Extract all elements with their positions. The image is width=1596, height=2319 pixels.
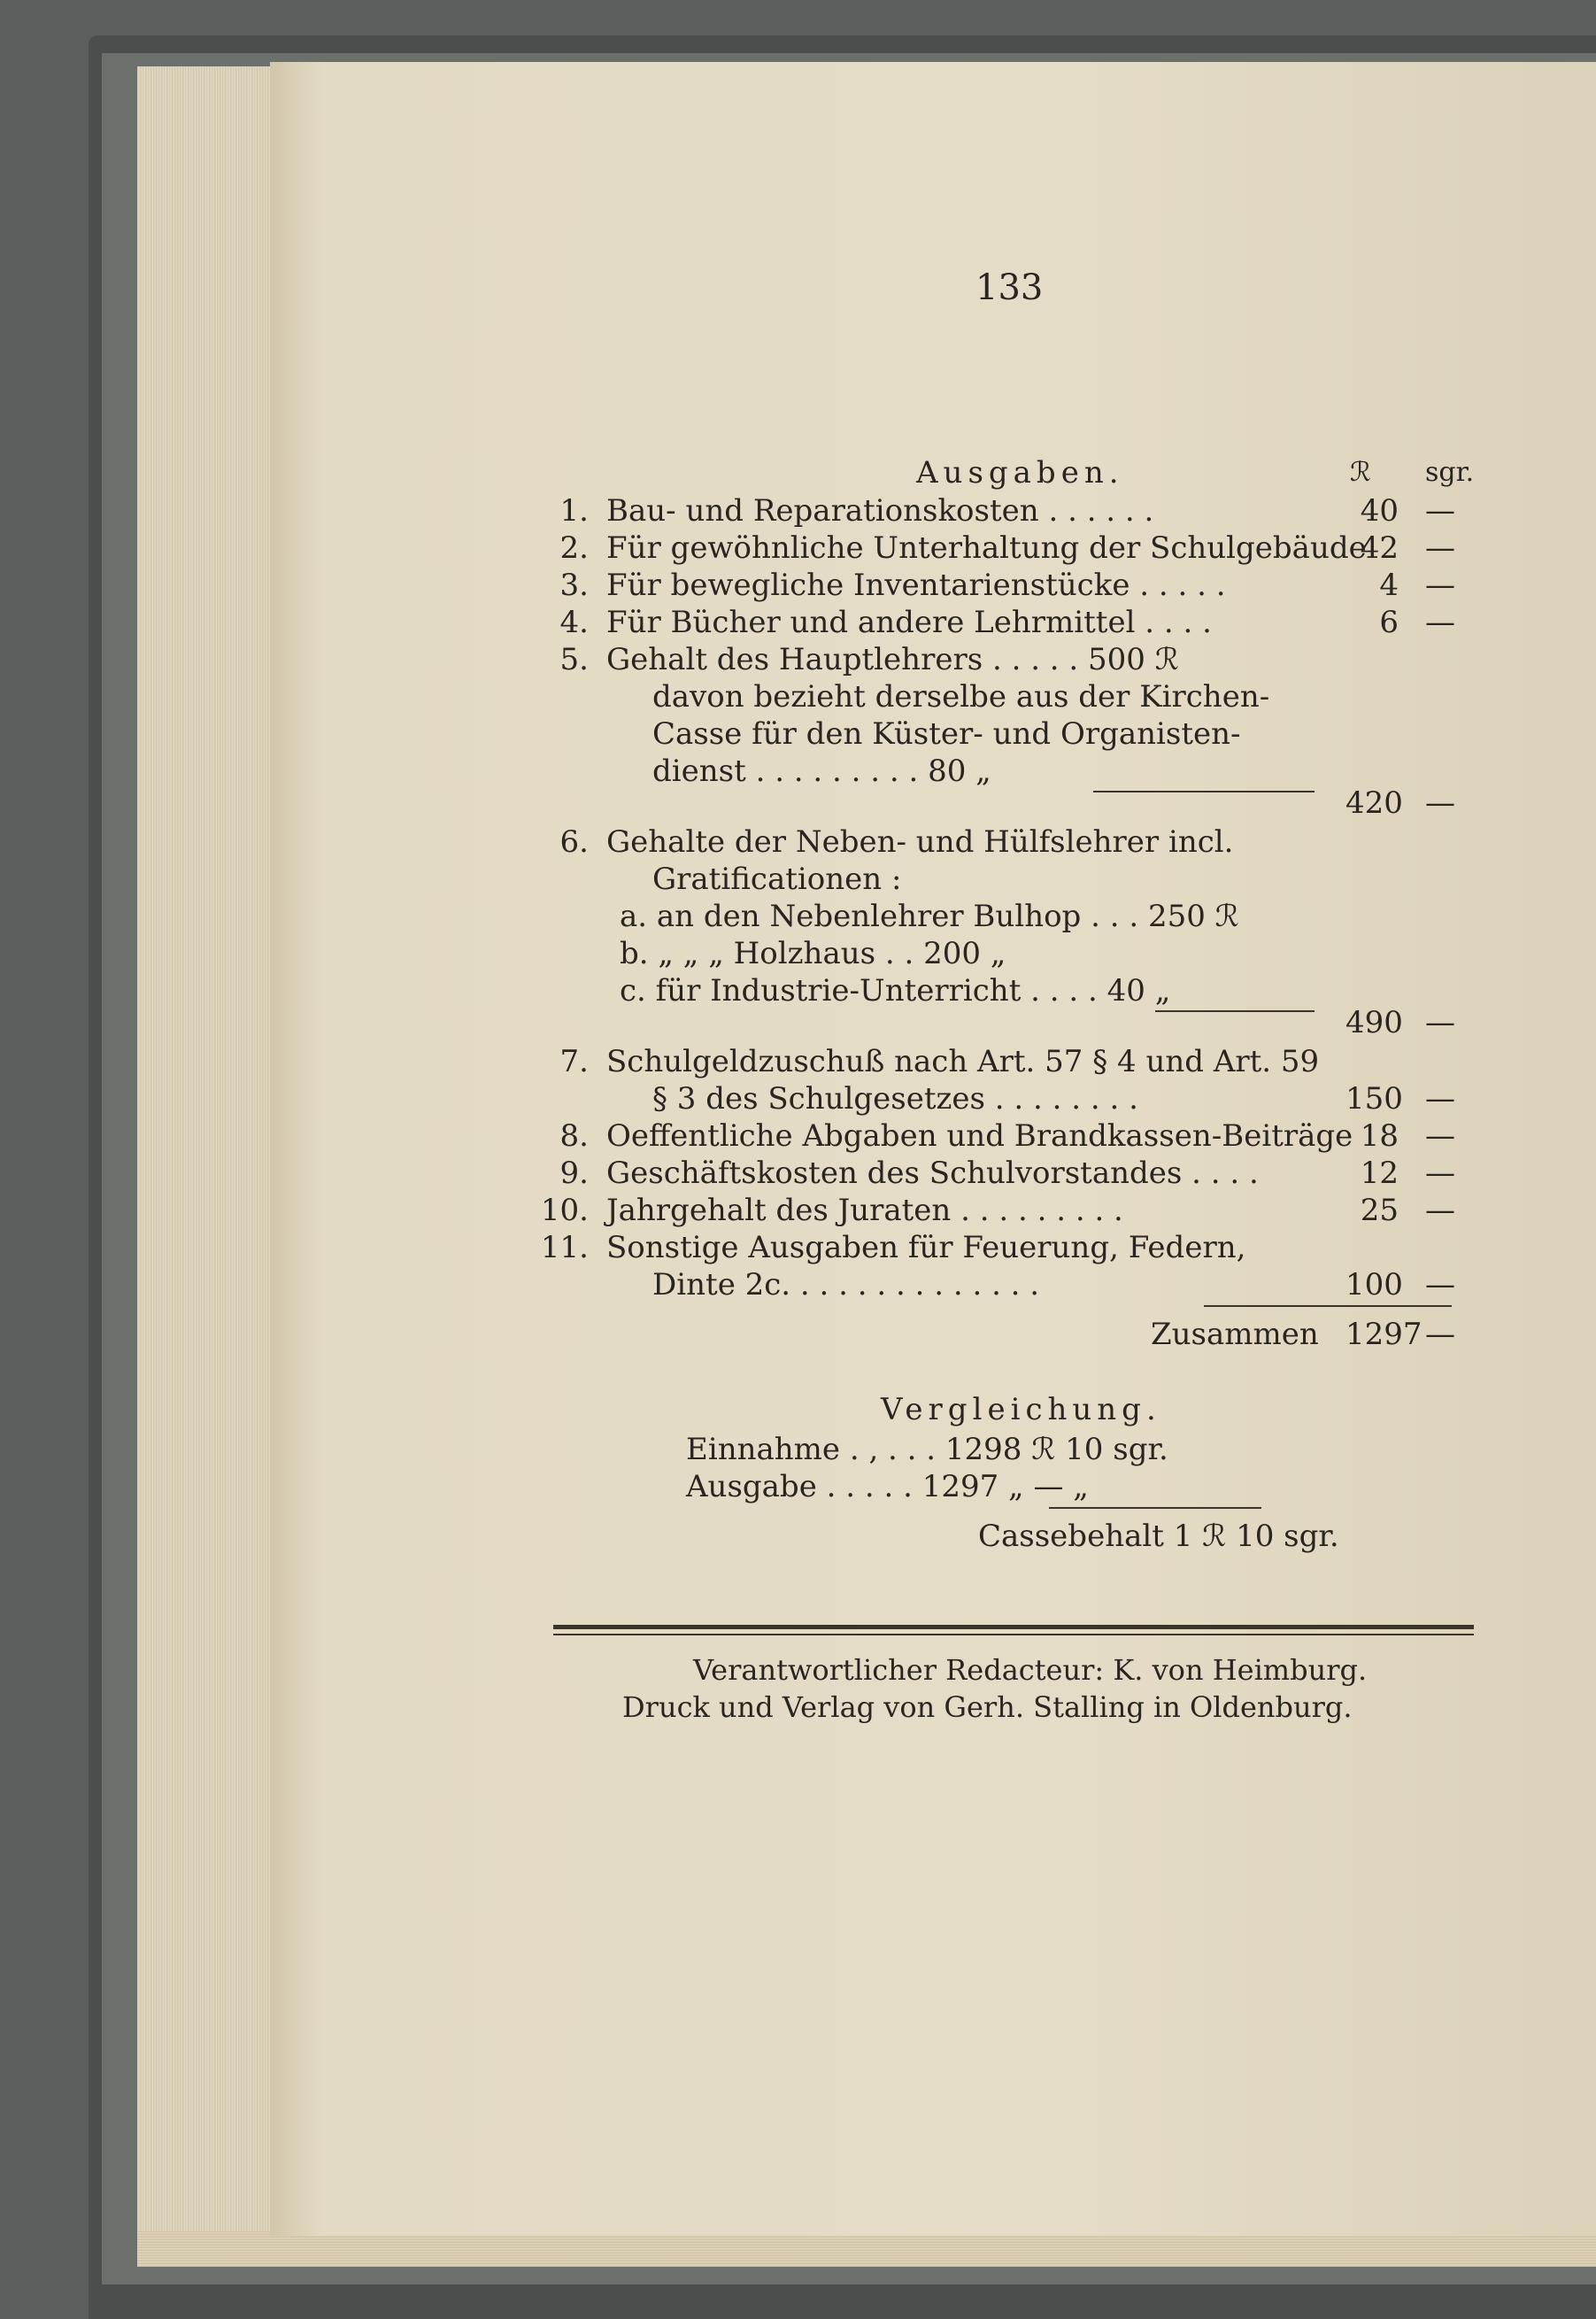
- item-text: § 3 des Schulgesetzes . . . . . . . .: [652, 1081, 1138, 1117]
- item-dash: —: [1425, 1118, 1455, 1154]
- item-text: Geschäftskosten des Schulvorstandes . . . .: [606, 1156, 1259, 1191]
- comparison-income: Einnahme . , . . . 1298 ℛ 10 sgr.: [686, 1432, 1168, 1467]
- subtotal-rule: [1155, 1010, 1315, 1012]
- item-amount: 40: [1360, 493, 1399, 529]
- book-page: [270, 62, 1596, 2236]
- item-number: 5.: [559, 642, 589, 677]
- comparison-balance: Cassebehalt 1 ℛ 10 sgr.: [978, 1519, 1339, 1554]
- item-amount: 18: [1360, 1118, 1399, 1154]
- item-number: 4.: [559, 605, 589, 640]
- footer-editor: Verantwortlicher Redacteur: K. von Heimburg.: [693, 1653, 1368, 1687]
- total-rule: [1204, 1305, 1452, 1307]
- page-edges-bottom: [137, 2231, 1596, 2267]
- item-number: 6.: [559, 824, 589, 860]
- item-text: Gehalt des Hauptlehrers . . . . . 500 ℛ: [606, 642, 1179, 677]
- item-text: Für gewöhnliche Unterhaltung der Schulgebäude: [606, 530, 1367, 566]
- item-number: 11.: [540, 1230, 589, 1265]
- footer-rule-thin: [553, 1634, 1474, 1635]
- item-amount: 42: [1360, 530, 1399, 566]
- item-number: 10.: [540, 1193, 589, 1228]
- item-text: Bau- und Reparationskosten . . . . . .: [606, 493, 1154, 529]
- section-heading: Ausgaben.: [916, 455, 1124, 491]
- currency-sgr-header: sgr.: [1425, 457, 1475, 488]
- item-text: Dinte 2c. . . . . . . . . . . . . .: [652, 1267, 1040, 1303]
- item-dash: —: [1425, 785, 1455, 821]
- item-dash: —: [1425, 605, 1455, 640]
- item-amount: 100: [1345, 1267, 1403, 1303]
- total-label: Zusammen: [1151, 1317, 1319, 1352]
- item-text: Casse für den Küster- und Organisten-: [652, 716, 1241, 752]
- item-text: b. „ „ „ Holzhaus . . 200 „: [620, 936, 1006, 971]
- currency-thaler-header: ℛ: [1350, 457, 1371, 488]
- item-text: Gehalte der Neben- und Hülfslehrer incl.: [606, 824, 1234, 860]
- item-number: 9.: [559, 1156, 589, 1191]
- comparison-heading: Vergleichung.: [881, 1392, 1161, 1427]
- balance-rule: [1049, 1507, 1261, 1509]
- item-amount: 25: [1360, 1193, 1399, 1228]
- item-text: Für Bücher und andere Lehrmittel . . . .: [606, 605, 1212, 640]
- item-text: Für bewegliche Inventarienstücke . . . . .: [606, 568, 1226, 603]
- item-text: Schulgeldzuschuß nach Art. 57 § 4 und Art. 59: [606, 1044, 1320, 1079]
- item-amount: 150: [1345, 1081, 1403, 1117]
- item-amount: 420: [1345, 785, 1403, 821]
- total-dash: —: [1425, 1317, 1455, 1352]
- item-dash: —: [1425, 1267, 1455, 1303]
- item-text: davon bezieht derselbe aus der Kirchen-: [652, 679, 1270, 715]
- item-number: 1.: [559, 493, 589, 529]
- item-text: Sonstige Ausgaben für Feuerung, Federn,: [606, 1230, 1246, 1265]
- item-amount: 12: [1360, 1156, 1399, 1191]
- item-dash: —: [1425, 493, 1455, 529]
- item-amount: 490: [1345, 1005, 1403, 1040]
- item-amount: 6: [1379, 605, 1399, 640]
- item-text: dienst . . . . . . . . . 80 „: [652, 754, 991, 789]
- total-amount: 1297: [1345, 1317, 1423, 1352]
- item-dash: —: [1425, 568, 1455, 603]
- page-edges: [137, 66, 279, 2258]
- item-amount: 4: [1379, 568, 1399, 603]
- item-dash: —: [1425, 1193, 1455, 1228]
- item-dash: —: [1425, 1081, 1455, 1117]
- item-number: 2.: [559, 530, 589, 566]
- item-text: Gratificationen :: [652, 862, 902, 897]
- item-text: Oeffentliche Abgaben und Brandkassen-Beiträge: [606, 1118, 1353, 1154]
- item-dash: —: [1425, 1005, 1455, 1040]
- item-dash: —: [1425, 1156, 1455, 1191]
- item-text: c. für Industrie-Unterricht . . . . 40 „: [620, 973, 1171, 1009]
- item-text: a. an den Nebenlehrer Bulhop . . . 250 ℛ: [620, 899, 1239, 934]
- item-text: Jahrgehalt des Juraten . . . . . . . . .: [606, 1193, 1123, 1228]
- item-number: 8.: [559, 1118, 589, 1154]
- comparison-expense: Ausgabe . . . . . 1297 „ — „: [686, 1469, 1089, 1504]
- item-number: 7.: [559, 1044, 589, 1079]
- item-dash: —: [1425, 530, 1455, 566]
- item-number: 3.: [559, 568, 589, 603]
- footer-rule-thick: [553, 1625, 1474, 1629]
- page-number: 133: [975, 267, 1044, 308]
- footer-printer: Druck und Verlag von Gerh. Stalling in Oldenburg.: [622, 1690, 1353, 1724]
- subtotal-rule: [1093, 791, 1315, 792]
